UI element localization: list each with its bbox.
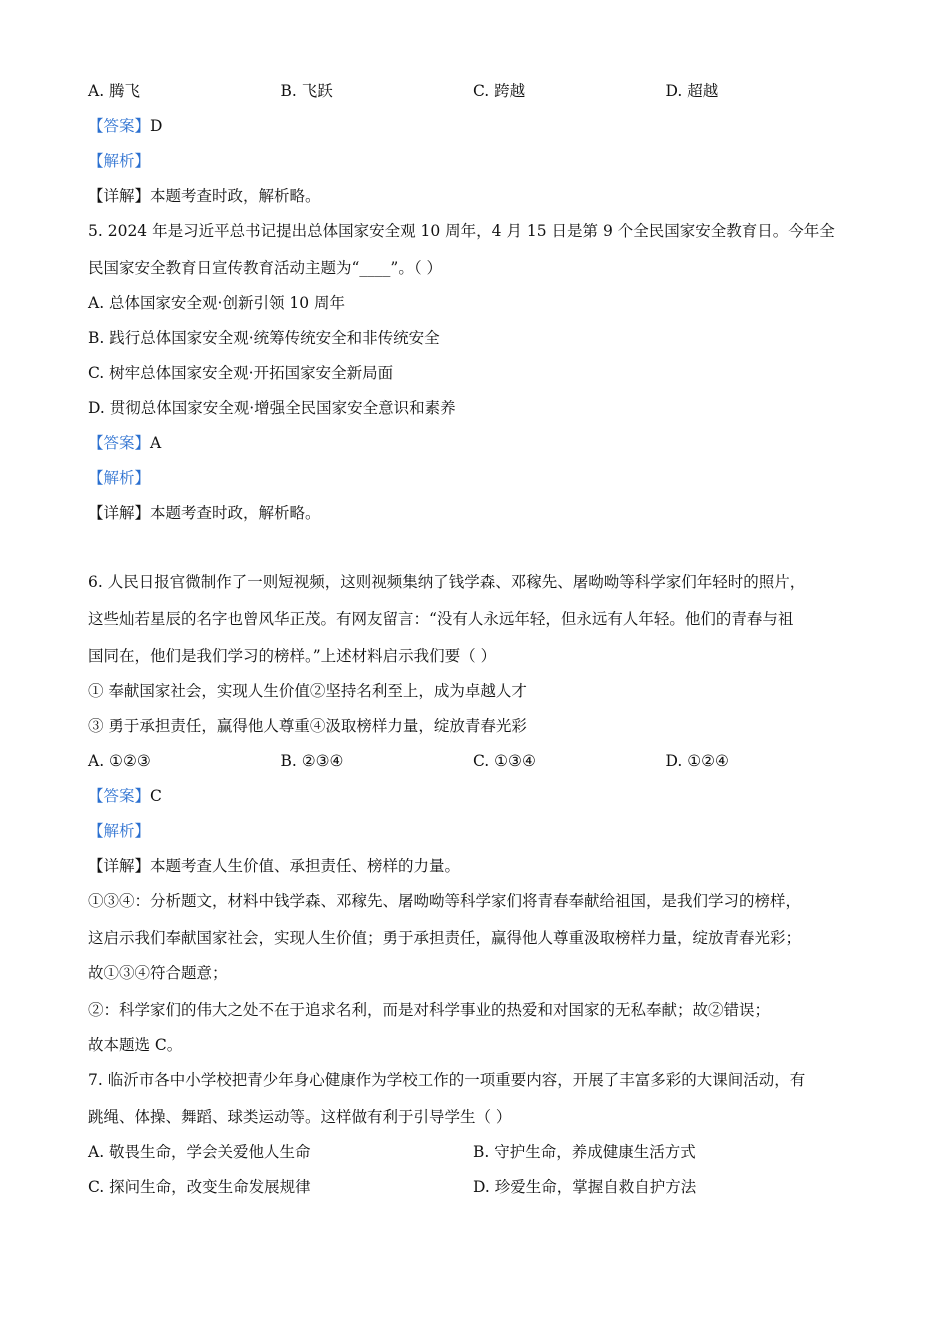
q6-option-d: D. ①②④	[665, 752, 729, 770]
q6-explain-line-3: 故①③④符合题意；	[88, 964, 228, 982]
q4-option-a: A. 腾飞	[88, 82, 141, 100]
detail-text: 本题考查人生价值、承担责任、榜样的力量。	[150, 857, 461, 875]
q7-option-b: B. 守护生命，养成健康生活方式	[473, 1143, 696, 1161]
analysis-tag: 【解析】	[88, 822, 151, 840]
q6-analysis	[88, 819, 858, 843]
answer-tag: 【答案】	[88, 787, 151, 805]
q5-analysis	[88, 466, 858, 490]
answer-value: A	[150, 434, 162, 452]
detail-text: 本题考查时政，解析略。	[150, 187, 321, 205]
q4-detail	[88, 184, 858, 208]
q4-analysis	[88, 149, 858, 173]
q7-option-a: A. 敬畏生命，学会关爱他人生命	[88, 1143, 311, 1161]
analysis-tag: 【解析】	[88, 152, 151, 170]
q6-answer	[88, 784, 858, 808]
q7-options-row-2	[88, 1175, 858, 1199]
q6-stem-line-1: 6. 人民日报官微制作了一则短视频，这则视频集纳了钱学森、邓稼先、屠呦呦等科学家们年轻时的照片，	[88, 573, 806, 591]
q5-detail	[88, 501, 858, 525]
q6-option-a: A. ①②③	[88, 752, 151, 770]
q4-option-c: C. 跨越	[473, 82, 526, 100]
q6-options	[88, 749, 858, 773]
q4-options	[88, 79, 858, 103]
q6-explain-line-1: ①③④：分析题文，材料中钱学森、邓稼先、屠呦呦等科学家们将青春奉献给祖国，是我们学习的榜样，	[88, 892, 802, 910]
q4-option-b: B. 飞跃	[280, 82, 333, 100]
detail-tag: 【详解】	[88, 504, 151, 522]
q5-stem-line-1: 5. 2024 年是习近平总书记提出总体国家安全观 10 周年，4 月 15 日是第 9 个全民国家安全教育日。今年全	[88, 222, 835, 240]
analysis-tag: 【解析】	[88, 469, 151, 487]
q4-answer	[88, 114, 858, 138]
q6-detail	[88, 854, 858, 878]
q6-explain-line-4: ②：科学家们的伟大之处不在于追求名利，而是对科学事业的热爱和对国家的无私奉献；故②错误；	[88, 1001, 771, 1019]
q5-option-c: C. 树牢总体国家安全观·开拓国家安全新局面	[88, 364, 394, 382]
q7-stem-line-1: 7. 临沂市各中小学校把青少年身心健康作为学校工作的一项重要内容，开展了丰富多彩的大课间活动，有	[88, 1071, 806, 1089]
q6-items-line-2: ③ 勇于承担责任，赢得他人尊重④汲取榜样力量，绽放青春光彩	[88, 717, 527, 735]
detail-text: 本题考查时政，解析略。	[150, 504, 321, 522]
q6-conclusion: 故本题选 C。	[88, 1036, 183, 1054]
q7-option-d: D. 珍爱生命，掌握自救自护方法	[473, 1178, 697, 1196]
q5-stem-line-2: 民国家安全教育日宣传教育活动主题为“____”。（ ）	[88, 259, 443, 277]
answer-value: D	[150, 117, 163, 135]
q5-option-a: A. 总体国家安全观·创新引领 10 周年	[88, 294, 346, 312]
q6-items-line-1: ① 奉献国家社会，实现人生价值②坚持名利至上，成为卓越人才	[88, 682, 527, 700]
q6-option-b: B. ②③④	[280, 752, 344, 770]
q7-option-c: C. 探问生命，改变生命发展规律	[88, 1178, 311, 1196]
q6-option-c: C. ①③④	[473, 752, 536, 770]
answer-tag: 【答案】	[88, 434, 151, 452]
q7-options-row-1	[88, 1140, 858, 1164]
answer-tag: 【答案】	[88, 117, 151, 135]
q6-stem-line-2: 这些灿若星辰的名字也曾风华正茂。有网友留言：“没有人永远年轻，但永远有人年轻。他们的青春与祖	[88, 610, 794, 628]
answer-value: C	[150, 787, 162, 805]
q6-explain-line-2: 这启示我们奉献国家社会，实现人生价值；勇于承担责任，赢得他人尊重汲取榜样力量，绽放青春光彩；	[88, 929, 802, 947]
q6-stem-line-3: 国同在，他们是我们学习的榜样。”上述材料启示我们要（ ）	[88, 647, 497, 665]
q5-option-b: B. 践行总体国家安全观·统筹传统安全和非传统安全	[88, 329, 440, 347]
q7-stem-line-2: 跳绳、体操、舞蹈、球类运动等。这样做有利于引导学生（ ）	[88, 1108, 512, 1126]
detail-tag: 【详解】	[88, 187, 151, 205]
q4-option-d: D. 超越	[665, 82, 719, 100]
q5-answer	[88, 431, 858, 455]
detail-tag: 【详解】	[88, 857, 151, 875]
q5-option-d: D. 贯彻总体国家安全观·增强全民国家安全意识和素养	[88, 399, 456, 417]
